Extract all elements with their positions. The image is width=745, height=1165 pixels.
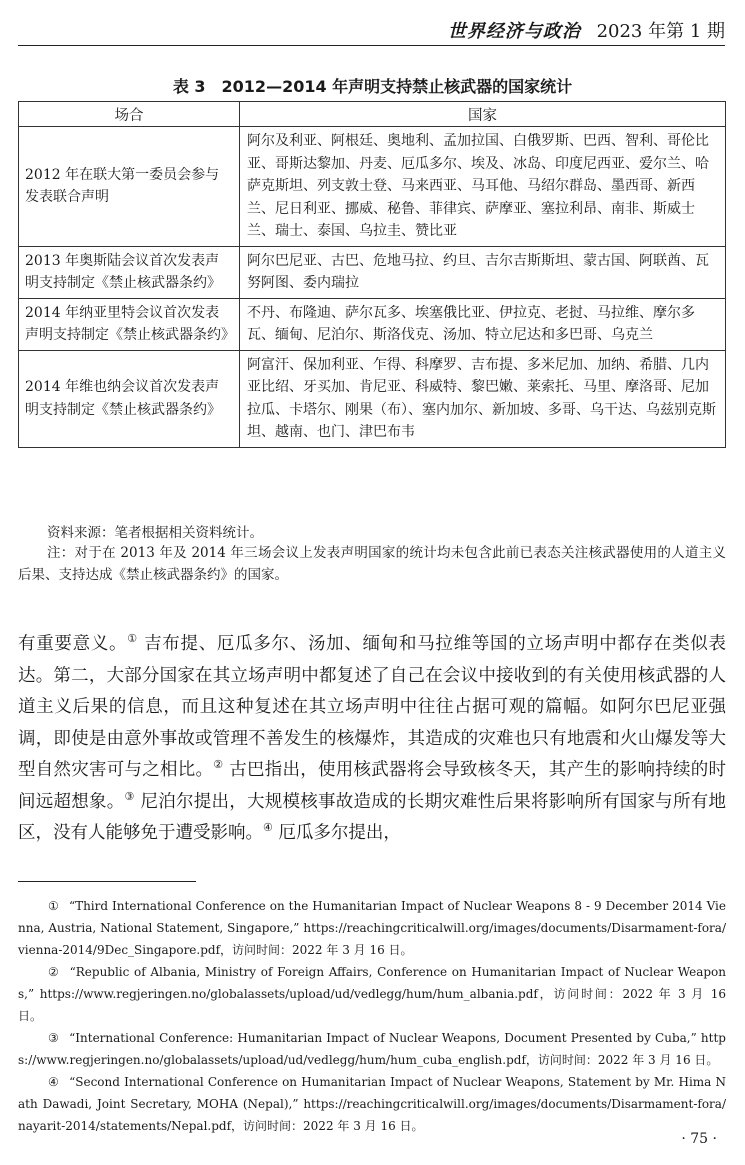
countries-cell: 阿尔巴尼亚、古巴、危地马拉、约旦、吉尔吉斯斯坦、蒙古国、阿联酋、瓦努阿图、委内瑞拉 — [240, 246, 726, 298]
table-note: 注：对于在 2013 年及 2014 年三场会议上发表声明国家的统计均未包含此前已表态关注核武器使用的人道主义后果、支持达成《禁止核武器条约》的国家。 — [18, 545, 726, 583]
body-sentence: 古巴指出，使用核武器将会导致核冬天，其产生的影响持续的时间远超想象。 — [18, 760, 727, 812]
occasion-cell: 2014 年维也纳会议首次发表声明支持制定《禁止核武器条约》 — [19, 350, 240, 447]
table-header-row — [19, 102, 726, 127]
occasion-cell: 2012 年在联大第一委员会参与发表联合声明 — [19, 127, 240, 247]
issue-label: 2023 年第 1 期 — [596, 21, 725, 42]
footnote-text: “Third International Conference on the Humanitarian Impact of Nuclear Weapons 8 - 9 December 2014 Vienna, Austria, National Statement, Singapore,” https://reachingcriticalwill.org/images/documents/Disarmament-fora/vienna-2014/9Dec_Singapore.pdf，访问时间：2022 年 3 月 16 日。 — [18, 899, 726, 957]
running-head — [448, 17, 725, 43]
countries-table — [18, 101, 726, 448]
body-sentence: 有重要意义。 — [18, 634, 128, 654]
footnote-ref: ② — [213, 758, 224, 772]
countries-cell: 阿富汗、保加利亚、乍得、科摩罗、吉布提、多米尼加、加纳、希腊、几内亚比绍、牙买加、肯尼亚、科威特、黎巴嫩、莱索托、马里、摩洛哥、尼加拉瓜、卡塔尔、刚果（布）、塞内加尔、新加坡、多哥、乌干达、乌兹别克斯坦、越南、也门、津巴布韦 — [240, 350, 726, 447]
table-row — [19, 246, 726, 298]
footnote-mark: ④ — [48, 1075, 60, 1089]
page-number: · 75 · — [681, 1131, 717, 1147]
footnote-text: “International Conference: Humanitarian Impact of Nuclear Weapons, Document Presented by Cuba,” https://www.regjeringen.no/globalassets/upload/ud/vedlegg/hum/hum_cuba_english.pdf，访问时间：2022 年 3 月 16 日。 — [18, 1031, 726, 1067]
journal-title: 世界经济与政治 — [447, 21, 581, 42]
footnote — [18, 961, 726, 1027]
occasion-cell: 2014 年纳亚里特会议首次发表声明支持制定《禁止核武器条约》 — [19, 298, 240, 350]
table-row — [19, 127, 726, 247]
countries-cell: 不丹、布隆迪、萨尔瓦多、埃塞俄比亚、伊拉克、老挝、马拉维、摩尔多瓦、缅甸、尼泊尔、斯洛伐克、汤加、特立尼达和多巴哥、乌克兰 — [240, 298, 726, 350]
footnote — [18, 895, 726, 961]
footnote — [18, 1027, 726, 1071]
occasion-cell: 2013 年奥斯陆会议首次发表声明支持制定《禁止核武器条约》 — [19, 246, 240, 298]
footnote-ref: ③ — [124, 789, 135, 803]
footnote-text: “Republic of Albania, Ministry of Foreign Affairs, Conference on Humanitarian Impact of Nuclear Weapons,” https://www.regjeringen.no/globalassets/upload/ud/vedlegg/hum/hum_albania.pdf，访问时间：2022 年 3 月 16 日。 — [18, 965, 726, 1023]
footnote-mark: ① — [48, 899, 59, 913]
body-sentence: 吉布提、厄瓜多尔、汤加、缅甸和马拉维等国的立场声明中都存在类似表达。第二，大部分国家在其立场声明中都复述了自己在会议中接收到的有关使用核武器的人道主义后果的信息，而且这种复述在其立场声明中往往占据可观的篇幅。如阿尔巴尼亚强调，即使是由意外事故或管理不善发生的核爆炸，其造成的灾难也只有地震和火山爆发等大型自然灾害可与之相比。 — [18, 634, 727, 780]
footnote-rule — [18, 881, 196, 882]
header-countries: 国家 — [240, 102, 726, 127]
header-rule — [18, 45, 725, 46]
header-occasion: 场合 — [19, 102, 240, 127]
countries-cell: 阿尔及利亚、阿根廷、奥地利、孟加拉国、白俄罗斯、巴西、智利、哥伦比亚、哥斯达黎加、丹麦、厄瓜多尔、埃及、冰岛、印度尼西亚、爱尔兰、哈萨克斯坦、列支敦士登、马来西亚、马耳他、马绍尔群岛、墨西哥、新西兰、尼日利亚、挪威、秘鲁、菲律宾、萨摩亚、塞拉利昂、南非、斯威士兰、瑞士、泰国、乌拉圭、赞比亚 — [240, 127, 726, 247]
table-row — [19, 350, 726, 447]
footnotes — [18, 895, 726, 1137]
footnote-text: “Second International Conference on Humanitarian Impact of Nuclear Weapons, Statement by Mr. Hima Nath Dawadi, Joint Secretary, MOHA (Nepal),” https://reachingcriticalwill.org/images/documents/Disarmament-fora/nayarit-2014/statements/Nepal.pdf，访问时间：2022 年 3 月 16 日。 — [18, 1075, 726, 1133]
footnote-ref: ④ — [263, 821, 273, 835]
table-source: 资料来源：笔者根据相关资料统计。 — [47, 525, 263, 541]
body-sentence: 尼泊尔提出，大规模核事故造成的长期灾难性后果将影响所有国家与所有地区，没有人能够免于遭受影响。 — [18, 791, 727, 843]
table-row — [19, 298, 726, 350]
footnote — [18, 1071, 726, 1137]
footnote-mark: ③ — [48, 1031, 60, 1045]
body-sentence: 厄瓜多尔提出， — [272, 823, 401, 843]
body-paragraph — [18, 629, 726, 850]
footnote-ref: ① — [127, 632, 138, 646]
table-title: 表 3 2012—2014 年声明支持禁止核武器的国家统计 — [172, 77, 573, 96]
footnote-mark: ② — [48, 965, 60, 979]
